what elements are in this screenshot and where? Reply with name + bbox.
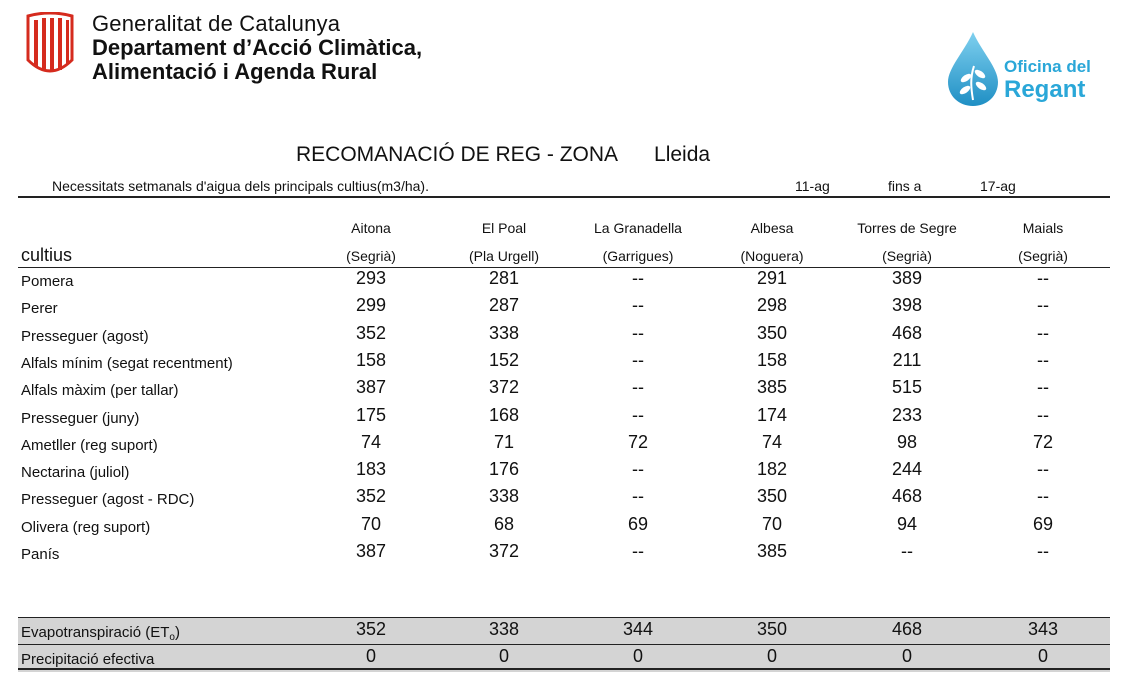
summary-cell: 0	[498, 646, 509, 666]
table-cell: 350	[756, 486, 788, 507]
table-cell: 211	[892, 349, 922, 370]
logo-text-line-1: Oficina del	[1004, 57, 1091, 76]
table-cell: 299	[355, 295, 387, 316]
table-cell: --	[632, 268, 644, 288]
table-cell: 70	[360, 513, 382, 534]
location-name: Albesa	[750, 220, 794, 236]
table-cell: 350	[756, 322, 788, 343]
location-region: (Garrigues)	[602, 248, 674, 264]
table-cell: 385	[756, 377, 788, 398]
table-cell: 281	[488, 268, 520, 288]
location-name: Torres de Segre	[857, 220, 957, 236]
table-cell: --	[632, 377, 644, 398]
org-line-3: Alimentació i Agenda Rural	[92, 59, 378, 84]
table-cell: 468	[891, 486, 923, 507]
table-cell: 152	[488, 349, 520, 370]
table-cell: 298	[756, 295, 788, 316]
location-region: (Pla Urgell)	[468, 248, 539, 264]
table-cell: 176	[488, 459, 520, 480]
location-name: Maials	[1022, 220, 1064, 236]
oficina-del-regant-logo	[944, 30, 1104, 110]
location-region: (Segrià)	[882, 248, 932, 264]
summary-cell: 0	[766, 646, 777, 666]
table-cell: --	[1037, 322, 1049, 343]
table-cell: --	[632, 404, 644, 425]
crop-name: Pomera	[21, 273, 74, 290]
crops-column-header: cultius	[21, 245, 73, 265]
summary-cell: 344	[622, 619, 654, 639]
table-cell: --	[632, 295, 644, 316]
table-cell: 385	[756, 541, 788, 561]
table-cell: 98	[896, 431, 918, 452]
summary-label-suffix: )	[174, 624, 180, 641]
table-cell: --	[632, 349, 644, 370]
org-line-1: Generalitat de Catalunya	[92, 11, 341, 36]
organization-name	[92, 12, 422, 84]
location-name: El Poal	[481, 220, 527, 236]
summary-cell: 0	[632, 646, 643, 666]
summary-cell: 0	[1037, 646, 1048, 666]
table-cell: 71	[493, 431, 515, 452]
title-label: RECOMANACIÓ DE REG - ZONA	[296, 143, 619, 166]
table-row	[0, 377, 1121, 404]
crop-name: Nectarina (juliol)	[21, 464, 130, 482]
divider	[18, 196, 1110, 198]
summary-label-subscript: o	[169, 632, 175, 643]
table-cell: 174	[756, 404, 788, 425]
evapotranspiration-row	[18, 618, 1110, 645]
divider	[18, 617, 1110, 618]
water-drop-icon	[944, 30, 1002, 108]
table-cell: --	[1037, 541, 1049, 561]
page-title	[296, 143, 710, 167]
table-row	[0, 432, 1121, 459]
table-cell: 94	[896, 513, 918, 534]
table-cell: 74	[761, 431, 783, 452]
table-cell: 291	[756, 268, 788, 288]
table-cell: --	[901, 541, 913, 561]
subtitle: Necessitats setmanals d'aigua dels principals cultius(m3/ha).	[52, 178, 429, 194]
summary-cell: 350	[756, 619, 788, 639]
crop-name: Perer	[21, 300, 58, 318]
divider	[18, 644, 1110, 645]
org-line-2: Departament d’Acció Climàtica,	[92, 35, 423, 60]
location-name: La Granadella	[594, 220, 682, 236]
table-row	[0, 486, 1121, 513]
summary-label	[21, 624, 180, 641]
table-cell: 293	[355, 268, 387, 288]
table-cell: --	[632, 322, 644, 343]
location-region: (Segrià)	[346, 248, 396, 264]
table-cell: 372	[488, 541, 520, 561]
table-cell: 70	[761, 513, 783, 534]
summary-label-text: Evapotranspiració (ET	[21, 624, 170, 641]
crop-name: Ametller (reg suport)	[21, 436, 158, 454]
table-cell: --	[1037, 486, 1049, 507]
table-row	[0, 514, 1121, 541]
table-cell: 158	[355, 349, 387, 370]
summary-cell: 468	[891, 619, 923, 639]
table-cell: 72	[1032, 431, 1054, 452]
table-cell: 468	[891, 322, 923, 343]
generalitat-logo	[20, 12, 80, 78]
table-row	[0, 323, 1121, 350]
table-cell: 398	[891, 295, 923, 316]
table-cell: 515	[891, 377, 923, 398]
location-region: (Noguera)	[740, 248, 804, 264]
table-row	[0, 268, 1121, 295]
table-cell: 244	[891, 459, 923, 480]
table-cell: 68	[493, 513, 515, 534]
table-cell: 338	[488, 322, 520, 343]
table-cell: 387	[355, 377, 387, 398]
zone-name: Lleida	[654, 143, 711, 166]
logo-text-line-2: Regant	[1004, 76, 1086, 103]
table-row	[0, 405, 1121, 432]
crop-name: Alfals mínim (segat recentment)	[21, 354, 233, 372]
table-cell: 372	[488, 377, 520, 398]
table-cell: 69	[1032, 513, 1054, 534]
table-cell: 182	[756, 459, 788, 480]
date-from: 11-ag	[795, 178, 830, 194]
location-name: Aitona	[351, 220, 391, 236]
table-cell: 74	[360, 431, 382, 452]
table-row	[0, 459, 1121, 486]
summary-cell: 0	[365, 646, 376, 666]
date-to: 17-ag	[980, 178, 1016, 194]
table-cell: 168	[488, 404, 520, 425]
table-cell: --	[632, 459, 644, 480]
table-cell: --	[1037, 404, 1049, 425]
table-row	[0, 541, 1121, 568]
table-cell: --	[1037, 268, 1049, 288]
divider	[18, 668, 1110, 670]
summary-label	[21, 651, 154, 668]
crop-name: Alfals màxim (per tallar)	[21, 382, 179, 400]
table-cell: --	[1037, 377, 1049, 398]
table-row	[0, 350, 1121, 377]
crop-name: Panís	[21, 546, 60, 563]
summary-label-text: Precipitació efectiva	[21, 651, 155, 668]
table-cell: 338	[488, 486, 520, 507]
table-cell: --	[632, 541, 644, 561]
table-cell: --	[1037, 349, 1049, 370]
summary-cell: 0	[901, 646, 912, 666]
summary-cell: 343	[1027, 619, 1059, 639]
date-range-label: fins a	[888, 178, 922, 194]
location-region: (Segrià)	[1018, 248, 1068, 264]
table-cell: 389	[891, 268, 923, 288]
summary-cell: 352	[355, 619, 387, 639]
crop-name: Presseguer (juny)	[21, 409, 140, 427]
summary-cell: 338	[488, 619, 520, 639]
crop-name: Olivera (reg suport)	[21, 518, 151, 536]
table-cell: --	[632, 486, 644, 507]
table-cell: 287	[488, 295, 520, 316]
table-cell: 387	[355, 541, 387, 561]
table-cell: --	[1037, 295, 1049, 316]
table-cell: 69	[627, 513, 649, 534]
table-cell: 233	[891, 404, 923, 425]
table-cell: 158	[756, 349, 788, 370]
table-row	[0, 295, 1121, 322]
table-cell: 183	[355, 459, 387, 480]
crop-name: Presseguer (agost)	[21, 327, 149, 345]
table-cell: 175	[355, 404, 387, 425]
table-cell: 72	[627, 431, 649, 452]
crop-name: Presseguer (agost - RDC)	[21, 491, 195, 509]
table-cell: 352	[355, 322, 387, 343]
table-cell: --	[1037, 459, 1049, 480]
table-cell: 352	[355, 486, 387, 507]
